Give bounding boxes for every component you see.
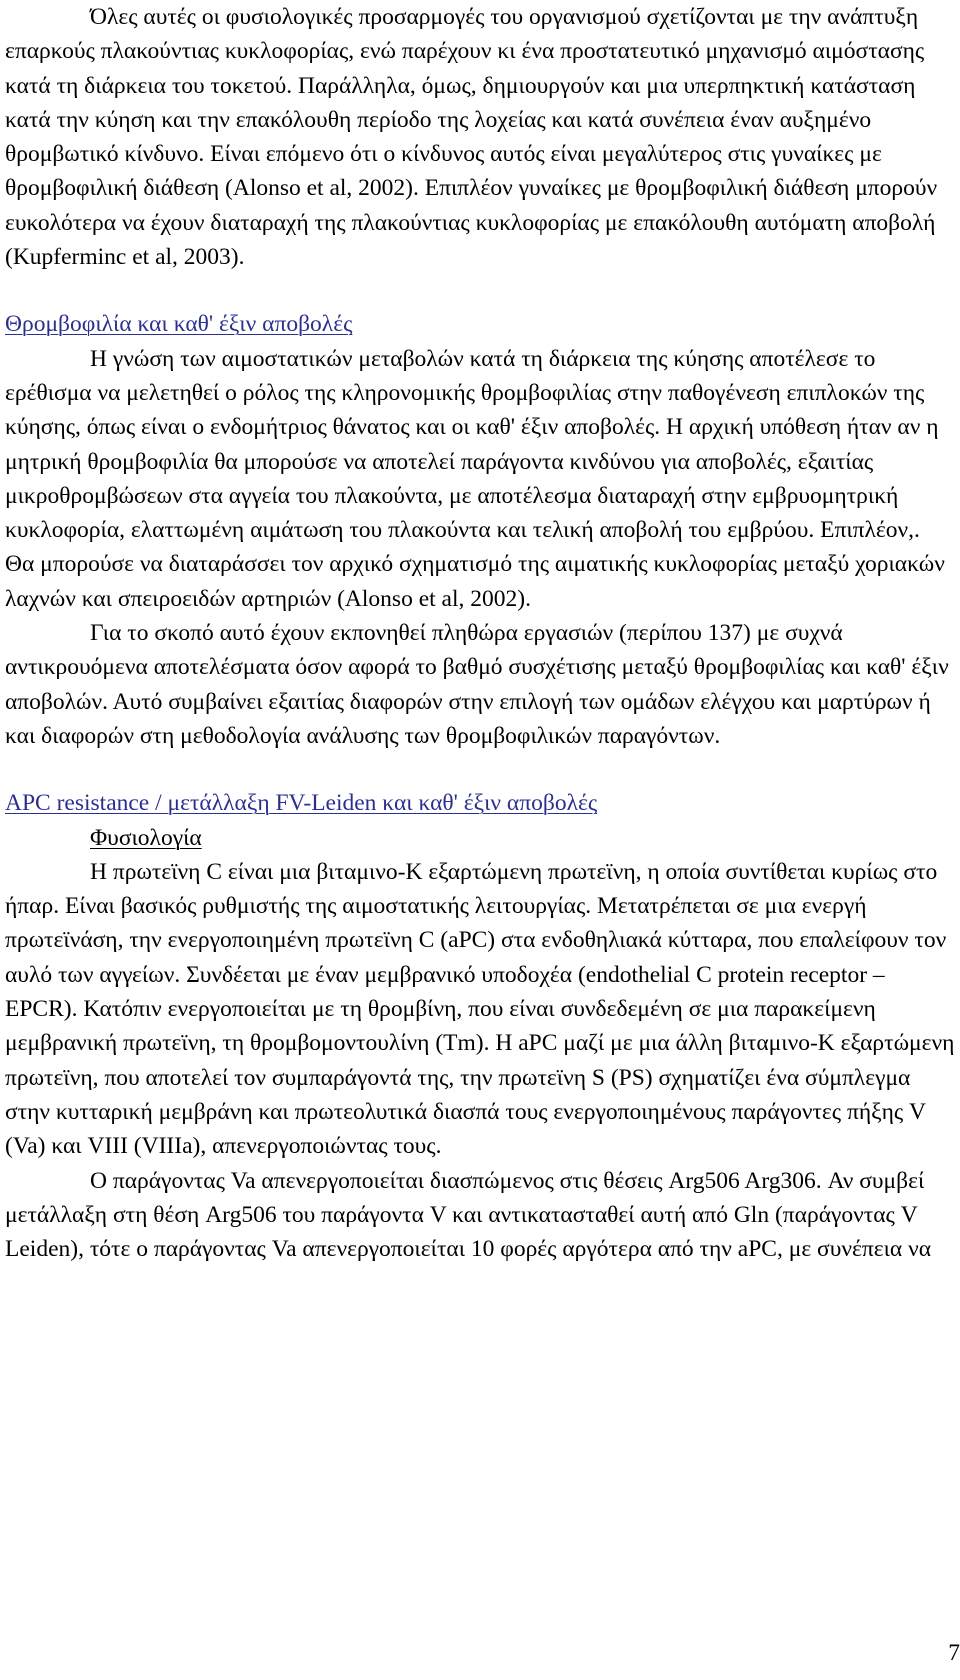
section2-paragraph-2: Ο παράγοντας Va απενεργοποιείται διασπώμενος στις θέσεις Arg506 Arg306. Αν συμβεί μετάλλαξη στη θέση Arg506 του παράγοντα V και αντικατασταθεί αυτή από Gln (παράγοντας V Leiden), τότε ο παράγοντας Va απενεργοποιείται 10 φορές αργότερα από την aPC, με συνέπεια να xyxy=(5,1167,932,1263)
intro-paragraph: Όλες αυτές οι φυσιολογικές προσαρμογές του οργανισμού σχετίζονται με την ανάπτυξη επαρκούς πλακούντιας κυκλοφορίας, ενώ παρέχουν κι ένα προστατευτικό μηχανισμό αιμόστασης κατά τη διάρκεια του τοκετού. Παράλληλα, όμως, δημιουργούν και μια υπερπηκτική κατάσταση κατά την κύηση και την επακόλουθη περίοδο της λοχείας και κατά συνέπεια έναν αυξημένο θρομβωτικό κίνδυνο. Είναι επόμενο ότι ο κίνδυνος αυτός είναι μεγαλύτερος στις γυναίκες με θρομβοφιλική διάθεση (Alonso et al, 2002). Επιπλέον γυναίκες με θρομβοφιλική διάθεση μπορούν ευκολότερα να έχουν διαταραχή της πλακούντιας κυκλοφορίας με επακόλουθη αυτόματη αποβολή (Kupferminc et al, 2003). xyxy=(5,4,938,271)
section-heading-thrombophilia: Θρομβοφιλία και καθ' έξιν αποβολές xyxy=(5,311,353,338)
sub-heading-physiology: Φυσιολογία xyxy=(90,824,202,851)
section1-paragraph-2: Για το σκοπό αυτό έχουν εκπονηθεί πληθώρα εργασιών (περίπου 137) με συχνά αντικρουόμενα αποτελέσματα όσον αφορά το βαθμό συσχέτισης μεταξύ θρομβοφιλίας και καθ' έξιν αποβολών. Αυτό συμβαίνει εξαιτίας διαφορών στην επιλογή των ομάδων ελέγχου και μαρτύρων ή και διαφορών στη μεθοδολογία ανάλυσης των θρομβοφιλικών παραγόντων. xyxy=(5,620,949,749)
section2-paragraph-1: Η πρωτεϊνη C είναι μια βιταμινο-Κ εξαρτώμενη πρωτεϊνη, η οποία συντίθεται κυρίως στο ήπαρ. Είναι βασικός ρυθμιστής της αιμοστατικής λειτουργίας. Μετατρέπεται σε μια ενεργή πρωτεϊνάση, την ενεργοποιημένη πρωτεϊνη C (aPC) στα ενδοθηλιακά κύτταρα, που επαλείφουν τον αυλό των αγγείων. Συνδέεται με έναν μεμβρανικό υποδοχέα (endothelial C protein receptor –EPCR). Κατόπιν ενεργοποιείται με τη θρομβίνη, που είναι συνδεδεμένη σε μια παρακείμενη μεμβρανική πρωτεϊνη, τη θρομβομοντουλίνη (Tm). Η aPC μαζί με μια άλλη βιταμινο-Κ εξαρτώμενη πρωτεϊνη, που αποτελεί τον συμπαράγοντά της, την πρωτεϊνη S (PS) σχηματίζει ένα σύμπλεγμα στην κυτταρική μεμβράνη και πρωτεολυτικά διασπά τους ενεργοποιημένους παράγοντες πήξης V (Va) και VIII (VIIIa), απενεργοποιώντας τους. xyxy=(5,858,955,1160)
document-page xyxy=(5,0,955,1266)
page-number: 7 xyxy=(948,1640,960,1666)
section1-paragraph-1: Η γνώση των αιμοστατικών μεταβολών κατά τη διάρκεια της κύησης αποτέλεσε το ερέθισμα να μελετηθεί ο ρόλος της κληρονομικής θρομβοφιλίας στην παθογένεση επιπλοκών της κύησης, όπως είναι ο ενδομήτριος θάνατος και οι καθ' έξιν αποβολές. Η αρχική υπόθεση ήταν αν η μητρική θρομβοφιλία θα μπορούσε να αποτελεί παράγοντα κινδύνου για αποβολές, εξαιτίας μικροθρομβώσεων στα αγγεία του πλακούντα, με αποτέλεσμα διαταραχή στην εμβρυομητρική κυκλοφορία, ελαττωμένη αιμάτωση του πλακούντα και τελική αποβολή του εμβρύου. Επιπλέον,. Θα μπορούσε να διαταράσσει τον αρχικό σχηματισμό της αιματικής κυκλοφορίας μεταξύ χοριακών λαχνών και σπειροειδών αρτηριών (Alonso et al, 2002). xyxy=(5,345,945,612)
section-heading-apc-resistance: APC resistance / μετάλλαξη FV-Leiden και καθ' έξιν αποβολές xyxy=(5,790,598,817)
